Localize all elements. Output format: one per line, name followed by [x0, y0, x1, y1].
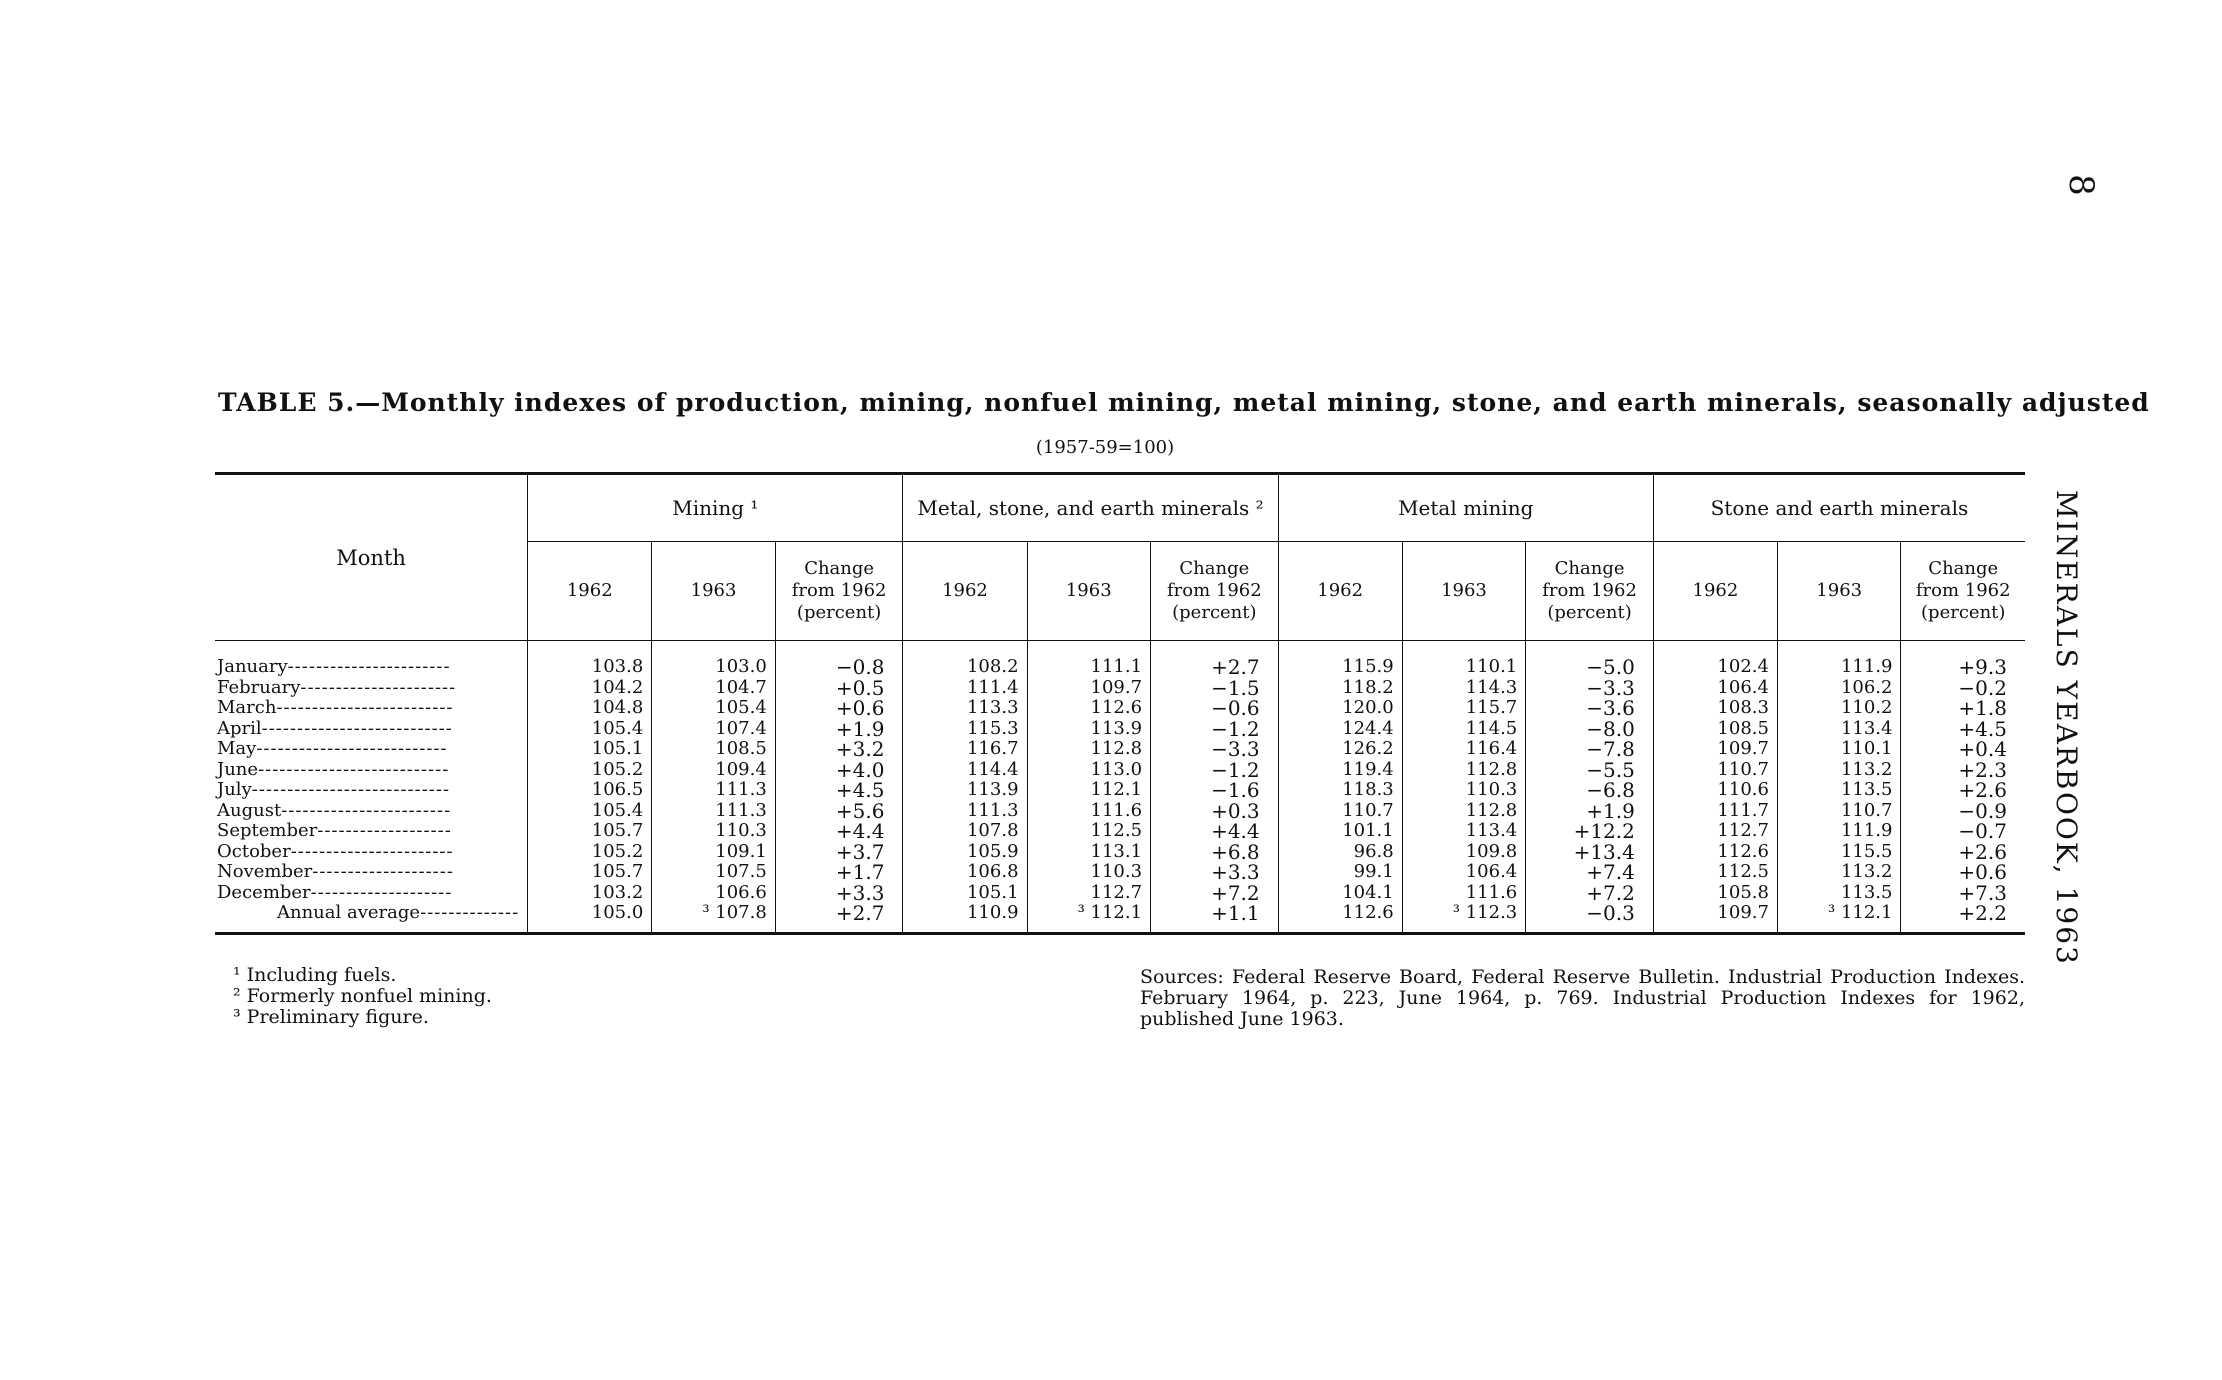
value-cell: 114.4 [903, 760, 1027, 781]
leader-dots: -------------------- [312, 862, 454, 882]
value-cell: 106.4 [1653, 678, 1777, 699]
value-cell: +7.2 [1151, 883, 1279, 904]
value-cell: 109.1 [652, 842, 776, 863]
value-cell: +3.7 [775, 842, 903, 863]
value-cell: 110.7 [1653, 760, 1777, 781]
value-cell: 113.5 [1777, 780, 1901, 801]
value-cell: −0.8 [775, 641, 903, 678]
value-cell: 111.1 [1027, 641, 1151, 678]
footnote-3: ³ Preliminary figure. [233, 1006, 429, 1028]
year-1963-header: 1963 [652, 542, 776, 641]
leader-dots: ---------------------------- [251, 780, 451, 800]
value-cell: 111.7 [1653, 801, 1777, 822]
value-cell: +7.2 [1526, 883, 1654, 904]
value-cell: 111.6 [1027, 801, 1151, 822]
group-header-metal-mining: Metal mining [1278, 474, 1653, 542]
value-cell: 112.6 [1653, 842, 1777, 863]
value-cell: +7.4 [1526, 862, 1654, 883]
value-cell: +2.2 [1901, 903, 2025, 933]
value-cell: −5.5 [1526, 760, 1654, 781]
value-cell: ³ 107.8 [652, 903, 776, 933]
month-label: August [217, 800, 282, 821]
sources-note: Sources: Federal Reserve Board, Federal Reserve Bulletin. Industrial Production Indexes. February 1964, p. 223, June 1964, p. 769. Industrial Production Indexes for 1962, published June 1963. [1140, 966, 2025, 1030]
value-cell: 110.3 [652, 821, 776, 842]
month-cell [215, 842, 528, 863]
value-cell: 113.9 [903, 780, 1027, 801]
value-cell: −6.8 [1526, 780, 1654, 801]
month-label: November [217, 862, 313, 882]
table-row [215, 739, 2025, 760]
value-cell: 107.8 [903, 821, 1027, 842]
value-cell: −3.6 [1526, 698, 1654, 719]
value-cell: 119.4 [1278, 760, 1402, 781]
value-cell: +0.5 [775, 678, 903, 699]
value-cell: 113.4 [1402, 821, 1526, 842]
value-cell: ³ 112.1 [1027, 903, 1151, 933]
value-cell: 114.5 [1402, 719, 1526, 740]
value-cell: −0.6 [1151, 698, 1279, 719]
value-cell: 105.1 [528, 739, 652, 760]
month-label: July [217, 780, 252, 800]
change-header: Change from 1962 (percent) [1526, 542, 1654, 641]
value-cell: ³ 112.1 [1777, 903, 1901, 933]
month-cell [215, 883, 528, 904]
value-cell: +4.5 [1901, 719, 2025, 740]
change-header: Change from 1962 (percent) [1901, 542, 2025, 641]
value-cell: −1.5 [1151, 678, 1279, 699]
table-body [215, 641, 2025, 934]
table-row [215, 698, 2025, 719]
table-row [215, 641, 2025, 678]
value-cell: 109.7 [1653, 903, 1777, 933]
year-1963-header: 1963 [1402, 542, 1526, 641]
table-row [215, 801, 2025, 822]
leader-dots: --------------------------- [261, 718, 453, 739]
leader-dots: ------------------------ [281, 800, 452, 821]
value-cell: +12.2 [1526, 821, 1654, 842]
value-cell: 112.6 [1278, 903, 1402, 933]
value-cell: 110.3 [1027, 862, 1151, 883]
value-cell: 115.9 [1278, 641, 1402, 678]
leader-dots: ----------------------- [290, 841, 454, 862]
value-cell: 109.8 [1402, 842, 1526, 863]
leader-dots: ------------------- [317, 821, 452, 841]
value-cell: 112.7 [1027, 883, 1151, 904]
value-cell: −3.3 [1526, 678, 1654, 699]
leader-dots: --------------------------- [256, 739, 448, 759]
value-cell: +9.3 [1901, 641, 2025, 678]
value-cell: 120.0 [1278, 698, 1402, 719]
value-cell: −5.0 [1526, 641, 1654, 678]
value-cell: 116.4 [1402, 739, 1526, 760]
value-cell: 105.0 [528, 903, 652, 933]
value-cell: +5.6 [775, 801, 903, 822]
month-label: February [217, 677, 301, 698]
value-cell: +0.6 [1901, 862, 2025, 883]
value-cell: 105.4 [528, 719, 652, 740]
value-cell: 106.2 [1777, 678, 1901, 699]
value-cell: 108.3 [1653, 698, 1777, 719]
value-cell: +4.5 [775, 780, 903, 801]
value-cell: 105.4 [652, 698, 776, 719]
value-cell: 110.9 [903, 903, 1027, 933]
month-cell [215, 780, 528, 801]
group-header-stone-earth: Stone and earth minerals [1653, 474, 2025, 542]
value-cell: 111.3 [652, 780, 776, 801]
value-cell: 112.6 [1027, 698, 1151, 719]
value-cell: 105.4 [528, 801, 652, 822]
running-header [2035, 490, 2095, 966]
year-1963-header: 1963 [1027, 542, 1151, 641]
value-cell: −7.8 [1526, 739, 1654, 760]
value-cell: 113.1 [1027, 842, 1151, 863]
value-cell: 115.3 [903, 719, 1027, 740]
table-subtitle [0, 437, 2222, 458]
leader-dots: ------------------------- [276, 698, 454, 718]
value-cell: 104.7 [652, 678, 776, 699]
table-row [215, 719, 2025, 740]
base-period: (1957-59=100) [1035, 437, 1175, 458]
value-cell: 112.5 [1653, 862, 1777, 883]
value-cell: −0.7 [1901, 821, 2025, 842]
value-cell: 115.7 [1402, 698, 1526, 719]
value-cell: 118.2 [1278, 678, 1402, 699]
value-cell: −0.3 [1526, 903, 1654, 933]
value-cell: −1.6 [1151, 780, 1279, 801]
value-cell: +1.1 [1151, 903, 1279, 933]
table-row [215, 883, 2025, 904]
month-label: March [217, 698, 277, 718]
data-table [215, 472, 2025, 935]
value-cell: +1.9 [775, 719, 903, 740]
value-cell: 106.6 [652, 883, 776, 904]
value-cell: 105.2 [528, 760, 652, 781]
running-header-text: MINERALS YEARBOOK, 1963 [2050, 490, 2083, 966]
value-cell: 115.5 [1777, 842, 1901, 863]
value-cell: 111.6 [1402, 883, 1526, 904]
value-cell: 109.7 [1027, 678, 1151, 699]
year-1962-header: 1962 [903, 542, 1027, 641]
month-cell [215, 719, 528, 740]
value-cell: 110.7 [1278, 801, 1402, 822]
value-cell: 106.8 [903, 862, 1027, 883]
month-label: January [217, 656, 288, 677]
value-cell: +2.7 [1151, 641, 1279, 678]
month-cell [215, 903, 528, 933]
value-cell: 110.2 [1777, 698, 1901, 719]
value-cell: 111.9 [1777, 821, 1901, 842]
year-1962-header: 1962 [1278, 542, 1402, 641]
table-row [215, 842, 2025, 863]
value-cell: 102.4 [1653, 641, 1777, 678]
value-cell: +3.3 [1151, 862, 1279, 883]
table-row [215, 862, 2025, 883]
year-1962-header: 1962 [528, 542, 652, 641]
value-cell: 107.4 [652, 719, 776, 740]
table-row [215, 903, 2025, 933]
footnote-1: ¹ Including fuels. [233, 964, 397, 986]
month-header: Month [215, 474, 528, 641]
value-cell: 113.2 [1777, 862, 1901, 883]
value-cell: +1.8 [1901, 698, 2025, 719]
value-cell: 111.3 [652, 801, 776, 822]
month-cell [215, 641, 528, 678]
value-cell: 104.1 [1278, 883, 1402, 904]
leader-dots: -------------- [420, 903, 520, 923]
leader-dots: ---------------------- [300, 677, 457, 698]
value-cell: +4.4 [1151, 821, 1279, 842]
value-cell: 96.8 [1278, 842, 1402, 863]
value-cell: 105.9 [903, 842, 1027, 863]
value-cell: 105.7 [528, 862, 652, 883]
month-cell [215, 862, 528, 883]
value-cell: 112.8 [1402, 801, 1526, 822]
value-cell: −3.3 [1151, 739, 1279, 760]
value-cell: 104.2 [528, 678, 652, 699]
footnote-2: ² Formerly nonfuel mining. [233, 985, 492, 1007]
month-cell [215, 678, 528, 699]
value-cell: +7.3 [1901, 883, 2025, 904]
group-header-mining: Mining ¹ [528, 474, 903, 542]
value-cell: 113.5 [1777, 883, 1901, 904]
value-cell: 113.3 [903, 698, 1027, 719]
value-cell: 109.7 [1653, 739, 1777, 760]
value-cell: 107.5 [652, 862, 776, 883]
value-cell: −0.9 [1901, 801, 2025, 822]
table-row [215, 760, 2025, 781]
change-header: Change from 1962 (percent) [775, 542, 903, 641]
value-cell: 126.2 [1278, 739, 1402, 760]
value-cell: 108.5 [1653, 719, 1777, 740]
value-cell: 103.2 [528, 883, 652, 904]
value-cell: 113.2 [1777, 760, 1901, 781]
value-cell: 105.7 [528, 821, 652, 842]
value-cell: 110.7 [1777, 801, 1901, 822]
value-cell: +1.9 [1526, 801, 1654, 822]
value-cell: 109.4 [652, 760, 776, 781]
footnotes [233, 965, 492, 1028]
value-cell: 114.3 [1402, 678, 1526, 699]
value-cell: −0.2 [1901, 678, 2025, 699]
value-cell: 110.1 [1402, 641, 1526, 678]
year-1962-header: 1962 [1653, 542, 1777, 641]
value-cell: 108.2 [903, 641, 1027, 678]
month-label: June [217, 759, 259, 780]
value-cell: +13.4 [1526, 842, 1654, 863]
value-cell: −1.2 [1151, 719, 1279, 740]
value-cell: +3.3 [775, 883, 903, 904]
value-cell: 111.9 [1777, 641, 1901, 678]
month-cell [215, 801, 528, 822]
month-label: October [217, 841, 291, 862]
value-cell: +2.7 [775, 903, 903, 933]
value-cell: 113.9 [1027, 719, 1151, 740]
month-label: December [217, 882, 311, 903]
value-cell: +0.3 [1151, 801, 1279, 822]
month-cell [215, 739, 528, 760]
value-cell: +6.8 [1151, 842, 1279, 863]
value-cell: +3.2 [775, 739, 903, 760]
value-cell: 110.3 [1402, 780, 1526, 801]
value-cell: +4.0 [775, 760, 903, 781]
group-header-metal-stone-earth: Metal, stone, and earth minerals ² [903, 474, 1278, 542]
value-cell: 106.4 [1402, 862, 1526, 883]
leader-dots: --------------------------- [258, 759, 450, 780]
value-cell: 111.4 [903, 678, 1027, 699]
value-cell: 105.8 [1653, 883, 1777, 904]
value-cell: +1.7 [775, 862, 903, 883]
value-cell: 101.1 [1278, 821, 1402, 842]
month-label: April [217, 718, 262, 739]
year-1963-header: 1963 [1777, 542, 1901, 641]
value-cell: 108.5 [652, 739, 776, 760]
table-row [215, 780, 2025, 801]
value-cell: 113.4 [1777, 719, 1901, 740]
value-cell: +0.4 [1901, 739, 2025, 760]
value-cell: 104.8 [528, 698, 652, 719]
value-cell: 116.7 [903, 739, 1027, 760]
value-cell: 118.3 [1278, 780, 1402, 801]
value-cell: +2.6 [1901, 842, 2025, 863]
value-cell: 112.5 [1027, 821, 1151, 842]
month-cell [215, 760, 528, 781]
value-cell: 111.3 [903, 801, 1027, 822]
value-cell: 99.1 [1278, 862, 1402, 883]
value-cell: +0.6 [775, 698, 903, 719]
value-cell: −1.2 [1151, 760, 1279, 781]
value-cell: 112.7 [1653, 821, 1777, 842]
change-header: Change from 1962 (percent) [1151, 542, 1279, 641]
leader-dots: -------------------- [310, 882, 453, 903]
value-cell: 113.0 [1027, 760, 1151, 781]
month-cell [215, 698, 528, 719]
value-cell: ³ 112.3 [1402, 903, 1526, 933]
value-cell: 124.4 [1278, 719, 1402, 740]
value-cell: +4.4 [775, 821, 903, 842]
table-row [215, 678, 2025, 699]
month-cell [215, 821, 528, 842]
value-cell: 110.1 [1777, 739, 1901, 760]
month-label: Annual average [277, 903, 421, 923]
value-cell: 103.0 [652, 641, 776, 678]
month-label: September [217, 821, 318, 841]
value-cell: 103.8 [528, 641, 652, 678]
table-title: TABLE 5.—Monthly indexes of production, mining, nonfuel mining, metal mining, stone, and earth minerals, seasonally adjusted [218, 388, 2150, 417]
value-cell: 112.8 [1402, 760, 1526, 781]
value-cell: +2.6 [1901, 780, 2025, 801]
value-cell: +2.3 [1901, 760, 2025, 781]
value-cell: −8.0 [1526, 719, 1654, 740]
table-row [215, 821, 2025, 842]
value-cell: 112.1 [1027, 780, 1151, 801]
leader-dots: ----------------------- [287, 656, 451, 677]
page-number: 8 [2060, 174, 2101, 196]
value-cell: 105.2 [528, 842, 652, 863]
value-cell: 112.8 [1027, 739, 1151, 760]
month-label: May [217, 739, 257, 759]
value-cell: 110.6 [1653, 780, 1777, 801]
value-cell: 106.5 [528, 780, 652, 801]
value-cell: 105.1 [903, 883, 1027, 904]
